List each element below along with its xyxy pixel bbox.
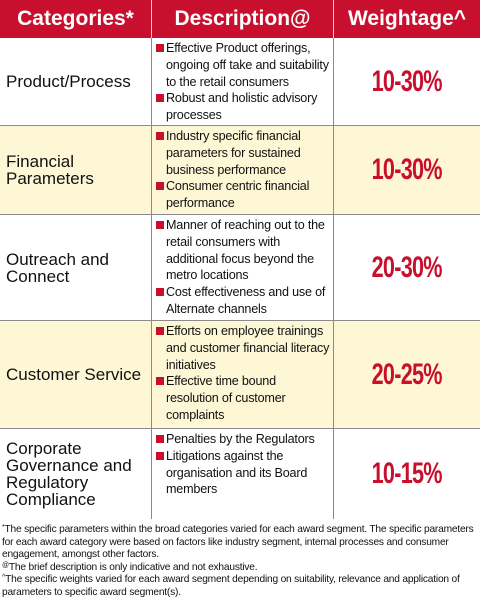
header-weightage: Weightage^	[347, 7, 467, 30]
footnote-mark: ^	[2, 574, 6, 582]
description-cell	[152, 215, 334, 320]
weightage-value: 10-30%	[371, 153, 443, 186]
description-point: Effective Product offerings, ongoing off take and suitability to the retail consumers	[156, 40, 331, 90]
table-row	[0, 126, 480, 215]
category-cell: Customer Service	[0, 321, 152, 428]
footnotes	[2, 524, 478, 600]
description-point: Cost effectiveness and use of Alternate channels	[156, 284, 331, 318]
table-row	[0, 429, 480, 519]
weightage-value: 20-30%	[371, 250, 443, 284]
weightage-value: 10-15%	[371, 457, 443, 490]
header-description: Description@	[152, 0, 334, 38]
category-cell: Outreach and Connect	[0, 215, 152, 320]
footnote-text: The specific parameters within the broad categories varied for each award segment. The specific parameters for each award category were based on factors like industry segment, internal processes and consumer engagement, amongst other factors.	[2, 524, 474, 561]
description-point: Penalties by the Regulators	[156, 431, 331, 448]
description-point: Manner of reaching out to the retail consumers with additional focus beyond the metro locations	[156, 217, 331, 284]
table-row	[0, 321, 480, 429]
weightage-cell	[334, 126, 480, 214]
footnote-text: The brief description is only indicative and not exhaustive.	[8, 561, 258, 573]
description-point: Industry specific financial parameters for sustained business performance	[156, 128, 331, 178]
description-cell	[152, 126, 334, 214]
category-cell: Product/Process	[0, 38, 152, 125]
category-cell: Corporate Governance and Regulatory Compliance	[0, 429, 152, 519]
weightage-cell	[334, 38, 480, 125]
description-point: Efforts on employee trainings and customer financial literacy initiatives	[156, 323, 331, 373]
footnote-text: The specific weights varied for each award segment depending on suitability, relevance and application of parameters to specific award segment(s).	[2, 574, 460, 598]
category-cell: Financial Parameters	[0, 126, 152, 214]
description-point: Litigations against the organisation and its Board members	[156, 448, 331, 498]
description-cell	[152, 321, 334, 428]
table-row	[0, 38, 480, 126]
footnote-mark: @	[2, 561, 9, 569]
weightage-value: 20-25%	[371, 357, 443, 391]
description-cell	[152, 38, 334, 125]
description-cell	[152, 429, 334, 519]
footnote	[2, 562, 478, 575]
table-header	[0, 0, 480, 38]
weightage-cell	[334, 215, 480, 320]
weightage-cell	[334, 321, 480, 428]
weightage-value: 10-30%	[371, 64, 443, 98]
footnote-mark: *	[2, 524, 5, 531]
description-point: Consumer centric financial performance	[156, 178, 331, 212]
weightage-cell	[334, 429, 480, 519]
table-row	[0, 215, 480, 321]
header-categories: Categories*	[0, 0, 152, 38]
description-point: Effective time bound resolution of customer complaints	[156, 373, 331, 423]
footnote	[2, 524, 478, 562]
description-point: Robust and holistic advisory processes	[156, 90, 331, 124]
footnote	[2, 574, 478, 599]
